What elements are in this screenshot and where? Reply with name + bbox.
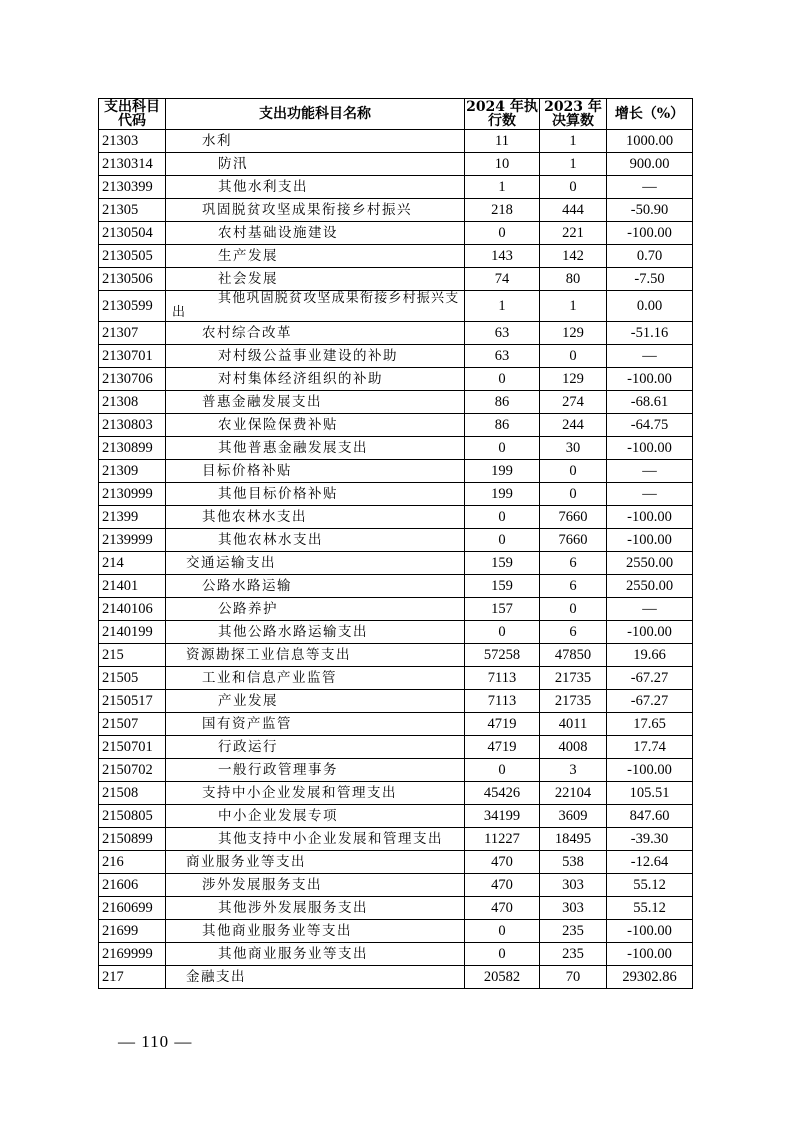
cell-growth: -7.50 bbox=[607, 268, 693, 291]
cell-2024: 0 bbox=[465, 222, 540, 245]
cell-growth: 105.51 bbox=[607, 782, 693, 805]
table-row bbox=[99, 805, 693, 828]
cell-2024: 0 bbox=[465, 759, 540, 782]
cell-code: 21303 bbox=[99, 130, 166, 153]
cell-growth: 29302.86 bbox=[607, 966, 693, 989]
table-row bbox=[99, 176, 693, 199]
cell-name: 目标价格补贴 bbox=[166, 460, 465, 483]
cell-2023: 1 bbox=[540, 153, 607, 176]
table-row bbox=[99, 506, 693, 529]
table-row bbox=[99, 130, 693, 153]
cell-growth: 1000.00 bbox=[607, 130, 693, 153]
cell-2023: 0 bbox=[540, 345, 607, 368]
cell-2023: 235 bbox=[540, 920, 607, 943]
cell-2023: 235 bbox=[540, 943, 607, 966]
cell-code: 2150517 bbox=[99, 690, 166, 713]
cell-growth: -68.61 bbox=[607, 391, 693, 414]
cell-code: 2150702 bbox=[99, 759, 166, 782]
cell-2023: 129 bbox=[540, 368, 607, 391]
cell-2023: 4011 bbox=[540, 713, 607, 736]
cell-2024: 159 bbox=[465, 575, 540, 598]
cell-name: 农业保险保费补贴 bbox=[166, 414, 465, 437]
table-row bbox=[99, 690, 693, 713]
cell-name: 农村基础设施建设 bbox=[166, 222, 465, 245]
cell-growth: -100.00 bbox=[607, 368, 693, 391]
cell-2023: 3609 bbox=[540, 805, 607, 828]
cell-name: 农村综合改革 bbox=[166, 322, 465, 345]
cell-2023: 47850 bbox=[540, 644, 607, 667]
table-row bbox=[99, 199, 693, 222]
cell-2023: 7660 bbox=[540, 529, 607, 552]
cell-growth: 847.60 bbox=[607, 805, 693, 828]
cell-code: 2140106 bbox=[99, 598, 166, 621]
cell-name: 其他水利支出 bbox=[166, 176, 465, 199]
table-row bbox=[99, 598, 693, 621]
cell-name: 社会发展 bbox=[166, 268, 465, 291]
cell-2024: 57258 bbox=[465, 644, 540, 667]
cell-2024: 86 bbox=[465, 414, 540, 437]
cell-2023: 244 bbox=[540, 414, 607, 437]
cell-name: 资源勘探工业信息等支出 bbox=[166, 644, 465, 667]
cell-growth: — bbox=[607, 483, 693, 506]
table-row bbox=[99, 644, 693, 667]
table-row bbox=[99, 268, 693, 291]
cell-name: 其他商业服务业等支出 bbox=[166, 943, 465, 966]
expenditure-table bbox=[98, 98, 693, 989]
cell-2023: 3 bbox=[540, 759, 607, 782]
cell-name: 其他支持中小企业发展和管理支出 bbox=[166, 828, 465, 851]
cell-name: 金融支出 bbox=[166, 966, 465, 989]
cell-name: 行政运行 bbox=[166, 736, 465, 759]
cell-code: 2130701 bbox=[99, 345, 166, 368]
cell-2024: 7113 bbox=[465, 690, 540, 713]
cell-2024: 0 bbox=[465, 437, 540, 460]
header-growth: 增长（%） bbox=[607, 99, 693, 130]
cell-2023: 6 bbox=[540, 552, 607, 575]
cell-code: 21308 bbox=[99, 391, 166, 414]
cell-code: 21399 bbox=[99, 506, 166, 529]
table-row bbox=[99, 575, 693, 598]
cell-2023: 21735 bbox=[540, 667, 607, 690]
cell-name: 防汛 bbox=[166, 153, 465, 176]
cell-2023: 7660 bbox=[540, 506, 607, 529]
cell-code: 2130399 bbox=[99, 176, 166, 199]
cell-code: 2139999 bbox=[99, 529, 166, 552]
cell-2024: 4719 bbox=[465, 736, 540, 759]
cell-code: 21505 bbox=[99, 667, 166, 690]
cell-growth: — bbox=[607, 345, 693, 368]
cell-2024: 45426 bbox=[465, 782, 540, 805]
cell-code: 2150701 bbox=[99, 736, 166, 759]
cell-growth: 2550.00 bbox=[607, 552, 693, 575]
cell-growth: — bbox=[607, 460, 693, 483]
cell-2023: 21735 bbox=[540, 690, 607, 713]
cell-growth: -100.00 bbox=[607, 506, 693, 529]
cell-growth: -64.75 bbox=[607, 414, 693, 437]
cell-2023: 0 bbox=[540, 176, 607, 199]
cell-growth: -100.00 bbox=[607, 759, 693, 782]
cell-2023: 0 bbox=[540, 460, 607, 483]
cell-code: 2169999 bbox=[99, 943, 166, 966]
cell-2023: 30 bbox=[540, 437, 607, 460]
cell-code: 2130999 bbox=[99, 483, 166, 506]
cell-code: 21307 bbox=[99, 322, 166, 345]
cell-code: 2130504 bbox=[99, 222, 166, 245]
cell-growth: -100.00 bbox=[607, 437, 693, 460]
cell-2024: 1 bbox=[465, 291, 540, 322]
table-row bbox=[99, 621, 693, 644]
table-row bbox=[99, 414, 693, 437]
cell-code: 215 bbox=[99, 644, 166, 667]
cell-2023: 303 bbox=[540, 897, 607, 920]
table-row bbox=[99, 552, 693, 575]
cell-growth: 17.74 bbox=[607, 736, 693, 759]
cell-2023: 0 bbox=[540, 483, 607, 506]
cell-2024: 34199 bbox=[465, 805, 540, 828]
cell-growth: -100.00 bbox=[607, 920, 693, 943]
cell-2023: 18495 bbox=[540, 828, 607, 851]
cell-growth: -12.64 bbox=[607, 851, 693, 874]
table-row bbox=[99, 667, 693, 690]
cell-2023: 6 bbox=[540, 575, 607, 598]
cell-2024: 0 bbox=[465, 506, 540, 529]
header-2024: 2024 年执行数 bbox=[466, 99, 538, 129]
table-row bbox=[99, 460, 693, 483]
cell-growth: -100.00 bbox=[607, 529, 693, 552]
cell-growth: -67.27 bbox=[607, 690, 693, 713]
cell-2024: 74 bbox=[465, 268, 540, 291]
cell-growth: 0.00 bbox=[607, 291, 693, 322]
cell-2024: 11227 bbox=[465, 828, 540, 851]
cell-2023: 4008 bbox=[540, 736, 607, 759]
table-row bbox=[99, 713, 693, 736]
cell-name: 对村级公益事业建设的补助 bbox=[166, 345, 465, 368]
cell-name: 其他农林水支出 bbox=[166, 529, 465, 552]
cell-name: 一般行政管理事务 bbox=[166, 759, 465, 782]
cell-2024: 7113 bbox=[465, 667, 540, 690]
cell-growth: -100.00 bbox=[607, 222, 693, 245]
cell-2024: 4719 bbox=[465, 713, 540, 736]
table-row bbox=[99, 153, 693, 176]
cell-code: 21508 bbox=[99, 782, 166, 805]
table-row bbox=[99, 943, 693, 966]
cell-code: 214 bbox=[99, 552, 166, 575]
cell-2024: 0 bbox=[465, 529, 540, 552]
cell-growth: -100.00 bbox=[607, 943, 693, 966]
cell-growth: -67.27 bbox=[607, 667, 693, 690]
cell-name: 普惠金融发展支出 bbox=[166, 391, 465, 414]
cell-2024: 159 bbox=[465, 552, 540, 575]
table-row bbox=[99, 920, 693, 943]
cell-2024: 0 bbox=[465, 920, 540, 943]
cell-code: 21305 bbox=[99, 199, 166, 222]
table-row bbox=[99, 828, 693, 851]
cell-2024: 10 bbox=[465, 153, 540, 176]
cell-code: 21699 bbox=[99, 920, 166, 943]
cell-2023: 0 bbox=[540, 598, 607, 621]
table-row bbox=[99, 782, 693, 805]
cell-name: 产业发展 bbox=[166, 690, 465, 713]
cell-name: 其他商业服务业等支出 bbox=[166, 920, 465, 943]
table-header-row bbox=[99, 99, 693, 130]
cell-name: 工业和信息产业监管 bbox=[166, 667, 465, 690]
cell-growth: 2550.00 bbox=[607, 575, 693, 598]
cell-growth: 55.12 bbox=[607, 874, 693, 897]
cell-name: 公路水路运输 bbox=[166, 575, 465, 598]
cell-growth: -39.30 bbox=[607, 828, 693, 851]
table-row bbox=[99, 736, 693, 759]
cell-2023: 142 bbox=[540, 245, 607, 268]
cell-growth: -51.16 bbox=[607, 322, 693, 345]
cell-code: 21507 bbox=[99, 713, 166, 736]
cell-code: 21401 bbox=[99, 575, 166, 598]
cell-name: 巩固脱贫攻坚成果衔接乡村振兴 bbox=[166, 199, 465, 222]
cell-name: 交通运输支出 bbox=[166, 552, 465, 575]
cell-name: 生产发展 bbox=[166, 245, 465, 268]
cell-2024: 63 bbox=[465, 345, 540, 368]
cell-2024: 0 bbox=[465, 621, 540, 644]
cell-name: 其他公路水路运输支出 bbox=[166, 621, 465, 644]
cell-2024: 199 bbox=[465, 483, 540, 506]
header-name: 支出功能科目名称 bbox=[166, 99, 465, 130]
cell-code: 2130706 bbox=[99, 368, 166, 391]
cell-2024: 199 bbox=[465, 460, 540, 483]
cell-2023: 80 bbox=[540, 268, 607, 291]
cell-growth: — bbox=[607, 176, 693, 199]
cell-2024: 218 bbox=[465, 199, 540, 222]
cell-growth: 19.66 bbox=[607, 644, 693, 667]
table-row bbox=[99, 345, 693, 368]
cell-name: 其他涉外发展服务支出 bbox=[166, 897, 465, 920]
cell-code: 2130899 bbox=[99, 437, 166, 460]
cell-2024: 86 bbox=[465, 391, 540, 414]
cell-2023: 70 bbox=[540, 966, 607, 989]
cell-2024: 157 bbox=[465, 598, 540, 621]
table-body bbox=[99, 130, 693, 989]
cell-2023: 6 bbox=[540, 621, 607, 644]
cell-2023: 303 bbox=[540, 874, 607, 897]
cell-name: 其他巩固脱贫攻坚成果衔接乡村振兴支出 bbox=[166, 291, 465, 322]
table-row bbox=[99, 437, 693, 460]
cell-2024: 0 bbox=[465, 943, 540, 966]
table-row bbox=[99, 322, 693, 345]
page-number: — 110 — bbox=[118, 1032, 193, 1051]
cell-2023: 444 bbox=[540, 199, 607, 222]
cell-code: 21309 bbox=[99, 460, 166, 483]
expenditure-table-container bbox=[98, 98, 692, 989]
cell-2023: 1 bbox=[540, 291, 607, 322]
cell-name: 商业服务业等支出 bbox=[166, 851, 465, 874]
cell-code: 2140199 bbox=[99, 621, 166, 644]
cell-name: 涉外发展服务支出 bbox=[166, 874, 465, 897]
cell-2024: 1 bbox=[465, 176, 540, 199]
cell-2023: 1 bbox=[540, 130, 607, 153]
cell-name: 中小企业发展专项 bbox=[166, 805, 465, 828]
cell-code: 217 bbox=[99, 966, 166, 989]
cell-name: 其他目标价格补贴 bbox=[166, 483, 465, 506]
table-row bbox=[99, 222, 693, 245]
cell-name: 公路养护 bbox=[166, 598, 465, 621]
cell-2024: 11 bbox=[465, 130, 540, 153]
cell-2024: 470 bbox=[465, 851, 540, 874]
cell-code: 2160699 bbox=[99, 897, 166, 920]
cell-code: 2150899 bbox=[99, 828, 166, 851]
header-2023: 2023 年决算数 bbox=[540, 99, 607, 130]
cell-2023: 129 bbox=[540, 322, 607, 345]
table-row bbox=[99, 966, 693, 989]
table-row bbox=[99, 851, 693, 874]
cell-2023: 538 bbox=[540, 851, 607, 874]
cell-2024: 470 bbox=[465, 897, 540, 920]
cell-code: 216 bbox=[99, 851, 166, 874]
cell-2024: 63 bbox=[465, 322, 540, 345]
table-row bbox=[99, 874, 693, 897]
cell-growth: 900.00 bbox=[607, 153, 693, 176]
cell-name: 水利 bbox=[166, 130, 465, 153]
cell-name: 国有资产监管 bbox=[166, 713, 465, 736]
table-row bbox=[99, 291, 693, 322]
table-row bbox=[99, 529, 693, 552]
cell-growth: 0.70 bbox=[607, 245, 693, 268]
header-code: 支出科目代码 bbox=[99, 99, 166, 130]
table-row bbox=[99, 897, 693, 920]
cell-2024: 470 bbox=[465, 874, 540, 897]
cell-2024: 20582 bbox=[465, 966, 540, 989]
cell-2023: 221 bbox=[540, 222, 607, 245]
cell-growth: 17.65 bbox=[607, 713, 693, 736]
cell-code: 2130599 bbox=[99, 291, 166, 322]
cell-2024: 0 bbox=[465, 368, 540, 391]
cell-growth: -50.90 bbox=[607, 199, 693, 222]
cell-name: 支持中小企业发展和管理支出 bbox=[166, 782, 465, 805]
table-row bbox=[99, 483, 693, 506]
cell-name: 其他农林水支出 bbox=[166, 506, 465, 529]
table-row bbox=[99, 391, 693, 414]
cell-growth: -100.00 bbox=[607, 621, 693, 644]
cell-name: 对村集体经济组织的补助 bbox=[166, 368, 465, 391]
cell-2023: 22104 bbox=[540, 782, 607, 805]
cell-code: 2130314 bbox=[99, 153, 166, 176]
cell-code: 2130506 bbox=[99, 268, 166, 291]
table-row bbox=[99, 245, 693, 268]
table-row bbox=[99, 759, 693, 782]
cell-code: 21606 bbox=[99, 874, 166, 897]
table-row bbox=[99, 368, 693, 391]
cell-code: 2150805 bbox=[99, 805, 166, 828]
cell-name: 其他普惠金融发展支出 bbox=[166, 437, 465, 460]
cell-code: 2130505 bbox=[99, 245, 166, 268]
cell-growth: 55.12 bbox=[607, 897, 693, 920]
cell-2023: 274 bbox=[540, 391, 607, 414]
cell-2024: 143 bbox=[465, 245, 540, 268]
cell-growth: — bbox=[607, 598, 693, 621]
cell-code: 2130803 bbox=[99, 414, 166, 437]
